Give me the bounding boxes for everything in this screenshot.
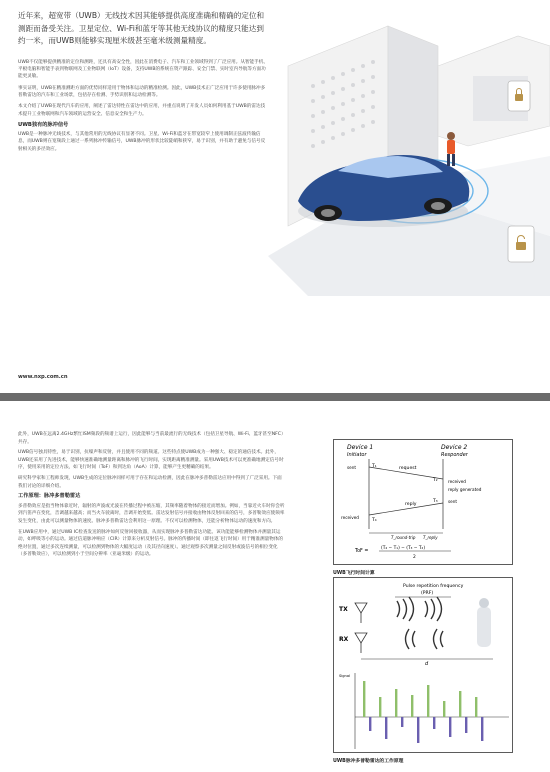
car-illustration — [268, 6, 550, 296]
tof-caption: UWB飞行时间计算 — [333, 571, 375, 576]
body-paragraph: UWB是一种脉冲无线技术，与其他常用的无线协议有显著不同。卫星、Wi-Fi和蓝牙在带宽较窄上使用调制正弦波传输信息，而UWB则在宽频段上通过一系列脉冲传输信号，UWB脉冲的形状比较陡峭和狭窄，易于识别，并有助于避免与信号反射相关的多径效应。 — [18, 132, 266, 152]
intro-lede: 近年来，超宽带（UWB）无线技术因其能够提供高度准确和精确的定位和测距而备受关注。卫星定位、Wi-Fi和蓝牙等其他无线协议的精度只能达到约一米，而UWB则能够实现厘米级甚至毫米级测量精度。 — [18, 11, 265, 45]
section-heading: UWB独有的脉冲信号 — [18, 121, 69, 128]
reply-label: reply — [405, 502, 417, 507]
distance-label: d — [425, 661, 429, 667]
document-page-2 — [0, 401, 550, 772]
y-axis-label: Signal — [339, 674, 351, 678]
body-paragraph: UWB信号独具特性，易于识别，抗噪声和反射，并且使用不同的频道。这些特点使UWB成为一种强大、稳定的通信技术。此外，UWB还采用了先进技术，能够快速准确地测量距离和脉冲的飞行时间，实现距离精准测量。采用UWB技术可以更准确地测定信号时序，使用采用的定位方法，如飞行时间（ToF）和到达角（AoA）计算，能够产生更精确的结果。 — [18, 450, 284, 471]
body-paragraph: 本文介绍了UWB在现代汽车的应用，阐述了雷达特性在雷达中的应用，并重点说明了开发人员如何利用基于UWB的雷达技术提升工业物联网和汽车领域的运营安全、信息安全和生产力。 — [18, 104, 266, 117]
sent-right-label: sent — [448, 499, 458, 504]
footer-url: www.nxp.com.cn — [18, 374, 68, 380]
device2-role: Responder — [441, 452, 468, 458]
radar-caption: UWB脉冲多普勒雷达的工作原理 — [333, 759, 404, 764]
t1-label: T₁ — [372, 464, 377, 469]
reply-generated-label: reply generated — [448, 487, 482, 492]
lock-phone-icon — [508, 81, 530, 111]
t2-label: T₂ — [433, 478, 438, 483]
page2-body — [18, 431, 286, 562]
body-paragraph: 在UWB应用中，通过UWB IC检查发送的脉冲如何反射回接收器，从而实现脉冲多普勒雷达功能。该功能能够检测物体并测量其运动，如呼吸等小的运动。通过信道脉冲响应（CIR）计算来分析反射信号。脉冲的传播时间（即往返飞行时间）用于精准测量物体的绝对位置，通过多次连续测量，可以检测到物体的大幅度运动（及其径向速度）。通过观察多次测量之间反射或波信号的相位变化（多普勒效应），可以检测到小于空间分辨率（亚毫米级）的运动。 — [18, 529, 284, 558]
received-right-label: received — [448, 479, 466, 484]
body-paragraph: UWB不仅能够提供精准的定位和测距，还具有高安全性，因此在消费电子、汽车和工业领域得到了广泛应用。从智能手机、平板电脑和智能手表到物联网及工业物联网（IoT）设备，支持UWB的系统在资产跟踪、安全门禁、实时室内导航等方面功能更灵敏。 — [18, 60, 268, 80]
prf-label: Pulse repetition frequency — [403, 584, 464, 589]
received-left-label: received — [341, 515, 359, 520]
body-paragraph: 研究科学家和工程师发现，UWB生成的定位脉冲同样可用于存在和运动检测，因此在脉冲多普勒雷达应用中得到了广泛采用。下面我们讨论的详细介绍。 — [18, 475, 282, 489]
tof-formula-div: 2 — [413, 555, 416, 560]
person-figure-icon — [447, 132, 455, 166]
lock-phone-icon — [508, 226, 534, 262]
tof-formula-lhs: ToF = — [355, 549, 369, 554]
device1-role: Initiator — [347, 452, 367, 458]
tof-formula-rhs: (T₄ − T₁) − (T₃ − T₂) — [381, 546, 426, 551]
device2-label: Device 2 — [441, 444, 468, 451]
tx-label: TX — [339, 606, 348, 613]
section-heading: 工作原理：脉冲多普勒雷达 — [18, 493, 81, 500]
rx-label: RX — [339, 636, 349, 643]
prf-abbr: (PRF) — [421, 591, 434, 596]
request-label: request — [399, 466, 417, 471]
tround-label: T_round-trip — [391, 535, 416, 540]
t4-label: T₄ — [372, 518, 377, 523]
tof-diagram — [333, 439, 513, 565]
treply-label: T_reply — [423, 535, 438, 540]
t3-label: T₃ — [433, 499, 438, 504]
radar-diagram — [333, 577, 513, 753]
body-paragraph: 此外，UWB在远离2.4GHz繁忙ISM频段的频谱上运行，因此能够与当前最流行的无线技术（包括卫星导航、Wi-Fi、蓝牙甚至NFC）共存。 — [18, 432, 286, 445]
body-paragraph: 多普勒效应是指当物体靠近时，辐射的声波或光波在传播过程中被压缩，其频率随着物体的接近而增加。例如，当靠近火车时你会听到汽笛声在变化，音调越来越高；而当火车驶离时，音调开始变低。雷达发射信号并接收由物体反射回来的信号，多普勒效应使频率发生变化，由此可以测量物体的速度。脉冲多普勒雷达会利用这一原理。不仅可以检测物体，还能分析物体运动的速度和方向。 — [18, 503, 285, 524]
page1-body — [18, 59, 268, 157]
sent-left-label: sent — [347, 465, 357, 470]
device1-label: Device 1 — [347, 444, 374, 451]
body-paragraph: 事实证明，UWB在精准测距方面的优势同样适用于物体和运动的精准检测。因此，UWB技术正广泛应用于许多使用脉冲多普勒雷达的汽车和工业场景，包括存在检测、手势识别和运动检测等。 — [18, 85, 266, 98]
